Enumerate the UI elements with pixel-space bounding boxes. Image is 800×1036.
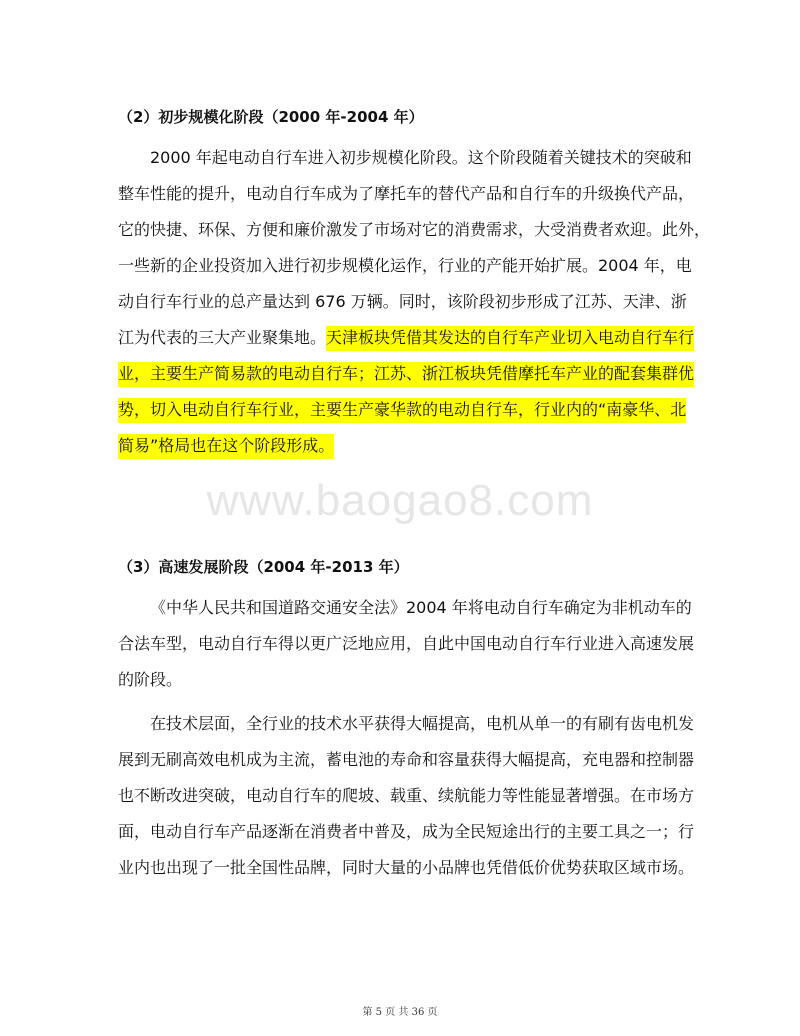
paragraph-line: 整车性能的提升，电动自行车成为了摩托车的替代产品和自行车的升级换代产品， [118,184,695,203]
paragraph-line: 也不断改进突破，电动自行车的爬坡、载重、续航能力等性能显著增强。在市场方 [118,786,695,805]
paragraph-text: 江为代表的三大产业聚集地。 [118,328,327,347]
watermark: www.baogao8.com [206,476,594,525]
highlighted-text: 简易”格局也在这个阶段形成。 [118,434,334,459]
paragraph-line: 面，电动自行车产品逐渐在消费者中普及，成为全民短途出行的主要工具之一；行 [118,822,695,841]
paragraph-line: 2000 年起电动自行车进入初步规模化阶段。这个阶段随着关键技术的突破和 [150,148,692,167]
section-heading-2: （2）初步规模化阶段（2000 年-2004 年） [118,108,424,126]
paragraph-line: 在技术层面，全行业的技术水平获得大幅提高，电机从单一的有刷有齿电机发 [150,714,695,733]
paragraph-line-highlighted [118,362,695,386]
highlighted-text: 天津板块凭借其发达的自行车产业切入电动自行车行 [326,326,694,351]
paragraph-line: 业内也出现了一批全国性品牌，同时大量的小品牌也凭借低价优势获取区域市场。 [118,858,695,877]
paragraph-line: 合法车型，电动自行车得以更广泛地应用，自此中国电动自行车行业进入高速发展 [118,634,695,653]
highlighted-text: 势，切入电动自行车行业，主要生产豪华款的电动自行车，行业内的“南豪华、北 [118,398,686,423]
paragraph-line: 《中华人民共和国道路交通安全法》2004 年将电动自行车确定为非机动车的 [150,598,692,617]
page-number-footer: 第 5 页 共 36 页 [362,1007,438,1018]
paragraph-line: 一些新的企业投资加入进行初步规模化运作，行业的产能开始扩展。2004 年，电 [118,256,692,275]
paragraph-line: 它的快捷、环保、方便和廉价激发了市场对它的消费需求，大受消费者欢迎。此外， [118,220,711,239]
paragraph-line-highlighted [118,434,334,458]
paragraph-line: 动自行车行业的总产量达到 676 万辆。同时，该阶段初步形成了江苏、天津、浙 [118,292,687,311]
paragraph-line: 的阶段。 [118,670,183,689]
paragraph-line [118,326,694,350]
paragraph-line-highlighted [118,398,687,422]
section-heading-3: （3）高速发展阶段（2004 年-2013 年） [118,558,409,576]
highlighted-text: 业，主要生产简易款的电动自行车；江苏、浙江板块凭借摩托车产业的配套集群优 [118,362,694,387]
paragraph-line: 展到无刷高效电机成为主流，蓄电池的寿命和容量获得大幅提高，充电器和控制器 [118,750,695,769]
